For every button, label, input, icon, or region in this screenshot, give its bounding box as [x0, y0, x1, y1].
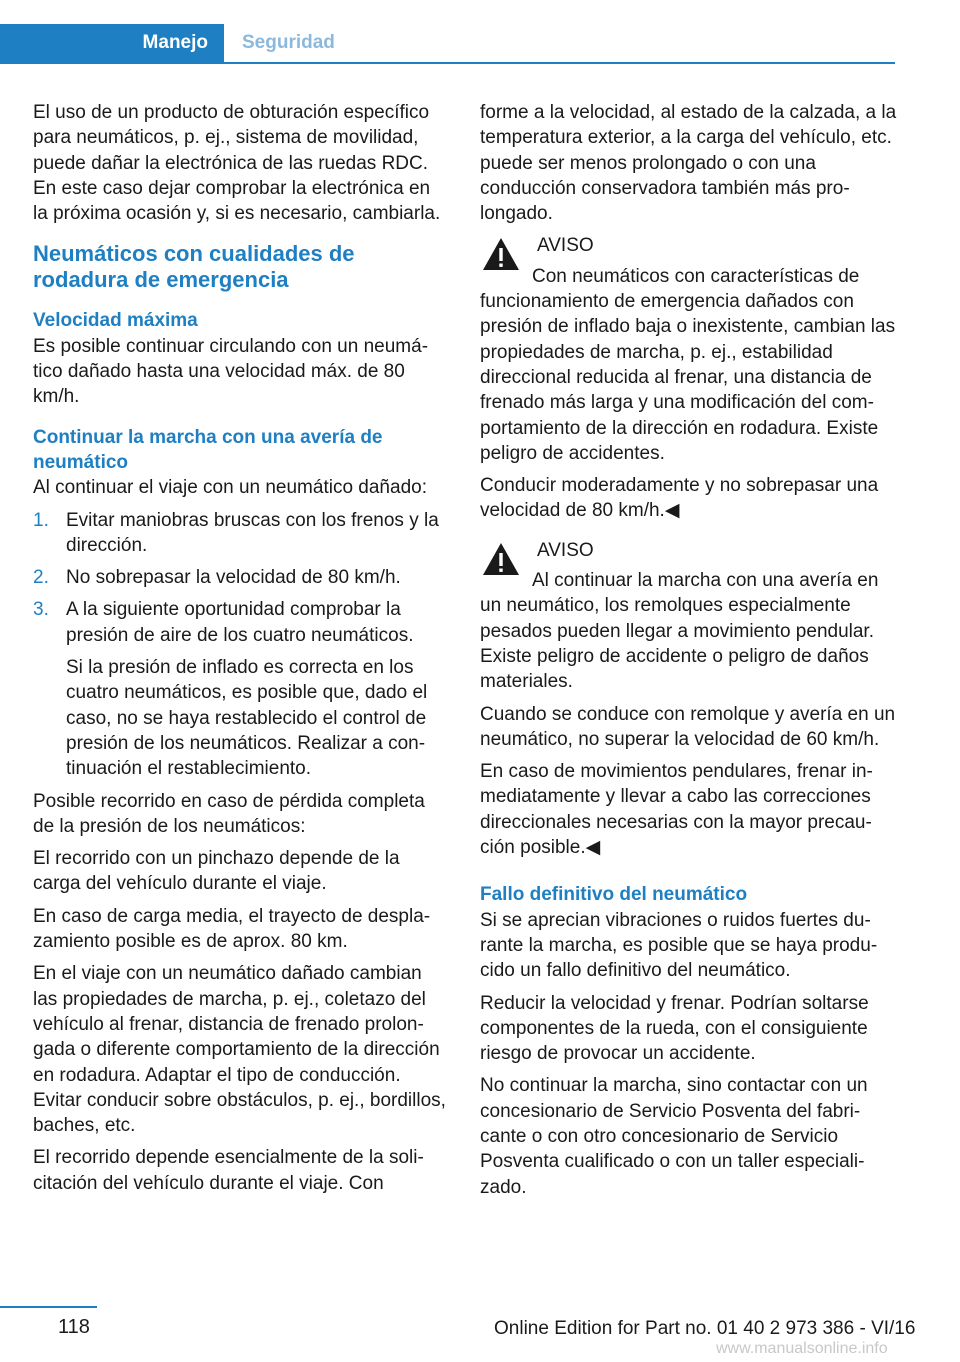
paragraph-carga-media: En caso de carga media, el trayecto de desplazamiento posible es de aprox. 80 km. — [33, 905, 431, 953]
subheading-continuar: Continuar la marcha con una avería de neumático — [33, 426, 383, 473]
edition-note: Online Edition for Part no. 01 40 2 973 386 - VI/16 — [494, 1318, 916, 1339]
warning-header — [480, 233, 898, 258]
list-text: No sobrepasar la velocidad de 80 km/h. — [66, 567, 401, 589]
subheading-fallo: Fallo definitivo del neumático — [480, 884, 748, 906]
list-item — [33, 597, 448, 781]
list-number: 3. — [33, 599, 49, 621]
list-text: A la siguiente oportunidad comprobar la presión de aire de los cuatro neumáticos. — [66, 599, 414, 646]
right-column — [480, 100, 898, 1207]
warning-first-line: Con neumáticos con características de — [532, 265, 860, 287]
list-item — [33, 565, 448, 590]
header-tabs — [0, 24, 895, 64]
warning-icon — [482, 237, 520, 271]
tab-manejo[interactable]: Manejo — [0, 24, 224, 62]
paragraph-conducir: Conducir moderadamente y no sobrepasar una velocidad de 80 km/h.◀ — [480, 475, 879, 522]
warning-text: funcionamiento de emergencia dañados con presión de inflado baja o inexistente, cambian las propiedades de marcha, p. ej., estabilidad direccional reducida al frenar, una distancia de frenado más larga y una modificación del comportamiento de la dirección en rodadura. Existe peligro de accidentes. — [480, 291, 896, 464]
tab-seguridad[interactable]: Seguridad — [242, 32, 335, 53]
warning-icon — [482, 542, 520, 576]
footer-rule — [0, 1306, 97, 1308]
warning-text: un neumático, los remolques especialmente pesados pueden llegar a movimiento pendular. Existe peligro de accidente o peligro de daños materiales. — [480, 595, 874, 693]
warning-box — [480, 538, 898, 695]
warning-first-line: Al continuar la marcha con una avería en — [532, 570, 879, 592]
paragraph-propiedades: En el viaje con un neumático dañado cambian las propiedades de marcha, p. ej., coletazo del vehículo al frenar, distancia de frenado prolongada o diferente comportamiento de la dirección en rodadura. Adaptar el tipo de conducción. Evitar conducir sobre obstáculos, p. ej., bordillos, baches, etc. — [33, 963, 446, 1137]
left-column — [33, 100, 448, 1203]
paragraph-pendulares: En caso de movimientos pendulares, frenar inmediatamente y llevar a cabo las correcciones direccionales necesarias con la mayor precaución posible.◀ — [480, 761, 873, 859]
warning-title: AVISO — [537, 539, 594, 561]
paragraph-contactar: No continuar la marcha, sino contactar con un concesionario de Servicio Posventa del fabricante o con otro concesionario de Servicio Posventa cualificado o con un taller especializado. — [480, 1075, 868, 1198]
warning-header — [480, 538, 898, 563]
paragraph-pinchazo: El recorrido con un pinchazo depende de la carga del vehículo durante el viaje. — [33, 848, 400, 895]
section-title: Neumáticos con cualidades de rodadura de emergencia — [33, 241, 355, 293]
warning-title: AVISO — [537, 235, 594, 257]
watermark: www.manualsonline.info — [716, 1340, 888, 1357]
list-number: 1. — [33, 509, 49, 531]
paragraph-continuar: Al continuar el viaje con un neumático dañado: — [33, 477, 427, 499]
paragraph-recorrido: Posible recorrido en caso de pérdida completa de la presión de los neumáticos: — [33, 790, 425, 837]
list-text: Evitar maniobras bruscas con los frenos y la dirección. — [66, 509, 439, 556]
paragraph-continuation: forme a la velocidad, al estado de la calzada, a la temperatura exterior, a la carga del vehículo, etc. puede ser menos prolongado o con una conducción conservadora también más prolongado. — [480, 102, 897, 225]
warning-box — [480, 233, 898, 466]
page-number: 118 — [58, 1316, 90, 1338]
paragraph-velocidad: Es posible continuar circulando con un neumático dañado hasta una velocidad máx. de 80 km/h. — [33, 335, 429, 408]
paragraph-reducir: Reducir la velocidad y frenar. Podrían soltarse componentes de la rueda, con el consiguiente riesgo de provocar un accidente. — [480, 992, 869, 1065]
list-item — [33, 508, 448, 559]
paragraph-remolque: Cuando se conduce con remolque y avería en un neumático, no superar la velocidad de 60 km/h. — [480, 703, 896, 750]
paragraph-obturacion: El uso de un producto de obturación específico para neumáticos, p. ej., sistema de movilidad, puede dañar la electrónica de las ruedas RDC. En este caso dejar comprobar la electrónica en la próxima ocasión y, si es necesario, cambiarla. — [33, 102, 441, 225]
subheading-velocidad: Velocidad máxima — [33, 310, 198, 332]
list-number: 2. — [33, 567, 49, 589]
list-extra-text: Si la presión de inflado es correcta en los cuatro neumáticos, es posible que, dado el caso, no se haya restablecido el control de presión de los neumáticos. Realizar a continuación el restablecimiento. — [66, 657, 428, 780]
steps-list — [33, 508, 448, 782]
paragraph-vibraciones: Si se aprecian vibraciones o ruidos fuertes durante la marcha, es posible que se haya producido un fallo definitivo del neumático. — [480, 909, 878, 982]
paragraph-solicitacion: El recorrido depende esencialmente de la solicitación del vehículo durante el viaje. Con — [33, 1147, 424, 1194]
